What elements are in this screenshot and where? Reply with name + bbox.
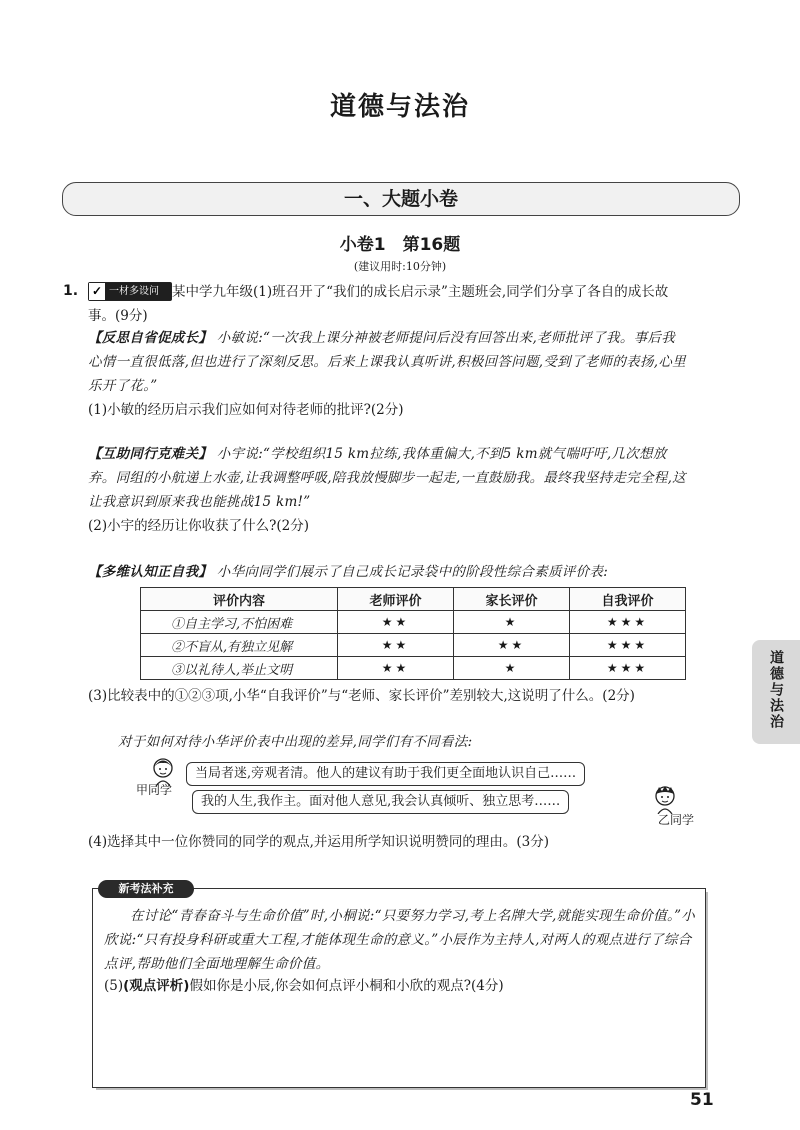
table-cell: ★★ — [338, 634, 454, 657]
subtitle: 小卷1 第16题 — [339, 235, 461, 255]
supplement-text: 在讨论“青春奋斗与生命价值”时,小桐说:“只要努力学习,考上名牌大学,就能实现生命价值。”小欣说:“只有投身科研或重大工程,才能体现生命的意义。”小辰作为主持人,对两人的观点进行了综合点评,帮助他们全面地理解生命价值。 — [104, 908, 696, 972]
speech-bubble-b: 我的人生,我作主。面对他人意见,我会认真倾听、独立思考…… — [192, 790, 569, 814]
table-row — [141, 657, 686, 680]
table-cell: ★★ — [454, 634, 570, 657]
part3-question: (3)比较表中的①②③项,小华“自我评价”与“老师、家长评价”差别较大,这说明了什么。(2分) — [88, 688, 635, 704]
table-header: 家长评价 — [454, 588, 570, 611]
section-title: 一、大题小卷 — [343, 188, 458, 210]
part2-question: (2)小宇的经历让你收获了什么?(2分) — [88, 518, 309, 534]
side-tab-label: 道德与法治 — [768, 650, 784, 730]
question-intro: 某中学九年级(1)班召开了“我们的成长启示录”主题班会,同学们分享了各自的成长故事。(9分) — [88, 284, 669, 324]
part1-question: (1)小敏的经历启示我们应如何对待老师的批评?(2分) — [88, 402, 404, 418]
part4-question: (4)选择其中一位你赞同的同学的观点,并运用所学知识说明赞同的理由。(3分) — [88, 834, 550, 850]
table-header: 评价内容 — [141, 588, 338, 611]
table-cell: ★★★ — [570, 634, 686, 657]
table-cell: ★★★ — [570, 611, 686, 634]
speaker-b-label: 乙同学 — [658, 813, 695, 827]
page-title: 道德与法治 — [329, 92, 470, 122]
time-hint: (建议用时:10分钟) — [353, 260, 447, 273]
part2-tag: 【互助同行克难关】 — [88, 446, 213, 462]
supplement-question-block — [104, 974, 696, 998]
speech-bubble-a: 当局者迷,旁观者清。他人的建议有助于我们更全面地认识自己…… — [186, 762, 585, 786]
part4-intro: 对于如何对待小华评价表中出现的差异,同学们有不同看法: — [118, 734, 473, 750]
part1-block — [88, 326, 688, 398]
table-cell: ③以礼待人,举止文明 — [141, 657, 338, 680]
table-cell: ★★ — [338, 611, 454, 634]
part1-text: 小敏说:“一次我上课分神被老师提问后没有回答出来,老师批评了我。事后我心情一直很低落,但也进行了深刻反思。后来上课我认真听讲,积极回答问题,受到了老师的表扬,心里乐开了花。” — [88, 330, 686, 394]
table-row — [141, 611, 686, 634]
table-cell: ★ — [454, 611, 570, 634]
table-row — [141, 634, 686, 657]
table-cell: ②不盲从,有独立见解 — [141, 634, 338, 657]
table-cell: ★★★ — [570, 657, 686, 680]
supplement-question-prefix: (5) — [104, 978, 124, 994]
table-cell: ★★ — [338, 657, 454, 680]
page-number: 51 — [690, 1090, 714, 1110]
supplement-question-tag: (观点评析) — [123, 978, 190, 994]
evaluation-table — [140, 587, 686, 680]
badge-label: 一材多设问 — [109, 286, 159, 297]
part3-block — [88, 560, 708, 584]
part1-tag: 【反思自省促成长】 — [88, 330, 213, 346]
supplement-question: 假如你是小辰,你会如何点评小桐和小欣的观点?(4分) — [189, 978, 504, 994]
subject-side-tab — [752, 640, 800, 744]
part3-tag: 【多维认知正自我】 — [88, 564, 213, 580]
table-header: 老师评价 — [338, 588, 454, 611]
part3-text: 小华向同学们展示了自己成长记录袋中的阶段性综合素质评价表: — [216, 564, 609, 580]
supplement-tag: 新考法补充 — [98, 880, 194, 898]
part2-block — [88, 442, 688, 514]
part2-text: 小宇说:“学校组织15 km拉练,我体重偏大,不到5 km就气喘吁吁,几次想放弃。同组的小航递上水壶,让我调整呼吸,陪我放慢脚步一起走,一直鼓励我。最终我坚持走完全程,这让我意识到原来我也能挑战15 km!” — [88, 446, 686, 510]
section-banner — [62, 182, 740, 216]
table-header-row — [141, 588, 686, 611]
check-icon: ✓ — [89, 283, 105, 300]
speaker-a-label: 甲同学 — [136, 783, 173, 797]
table-cell: ①自主学习,不怕困难 — [141, 611, 338, 634]
table-cell: ★ — [454, 657, 570, 680]
table-header: 自我评价 — [570, 588, 686, 611]
question-number: 1. — [63, 283, 79, 299]
